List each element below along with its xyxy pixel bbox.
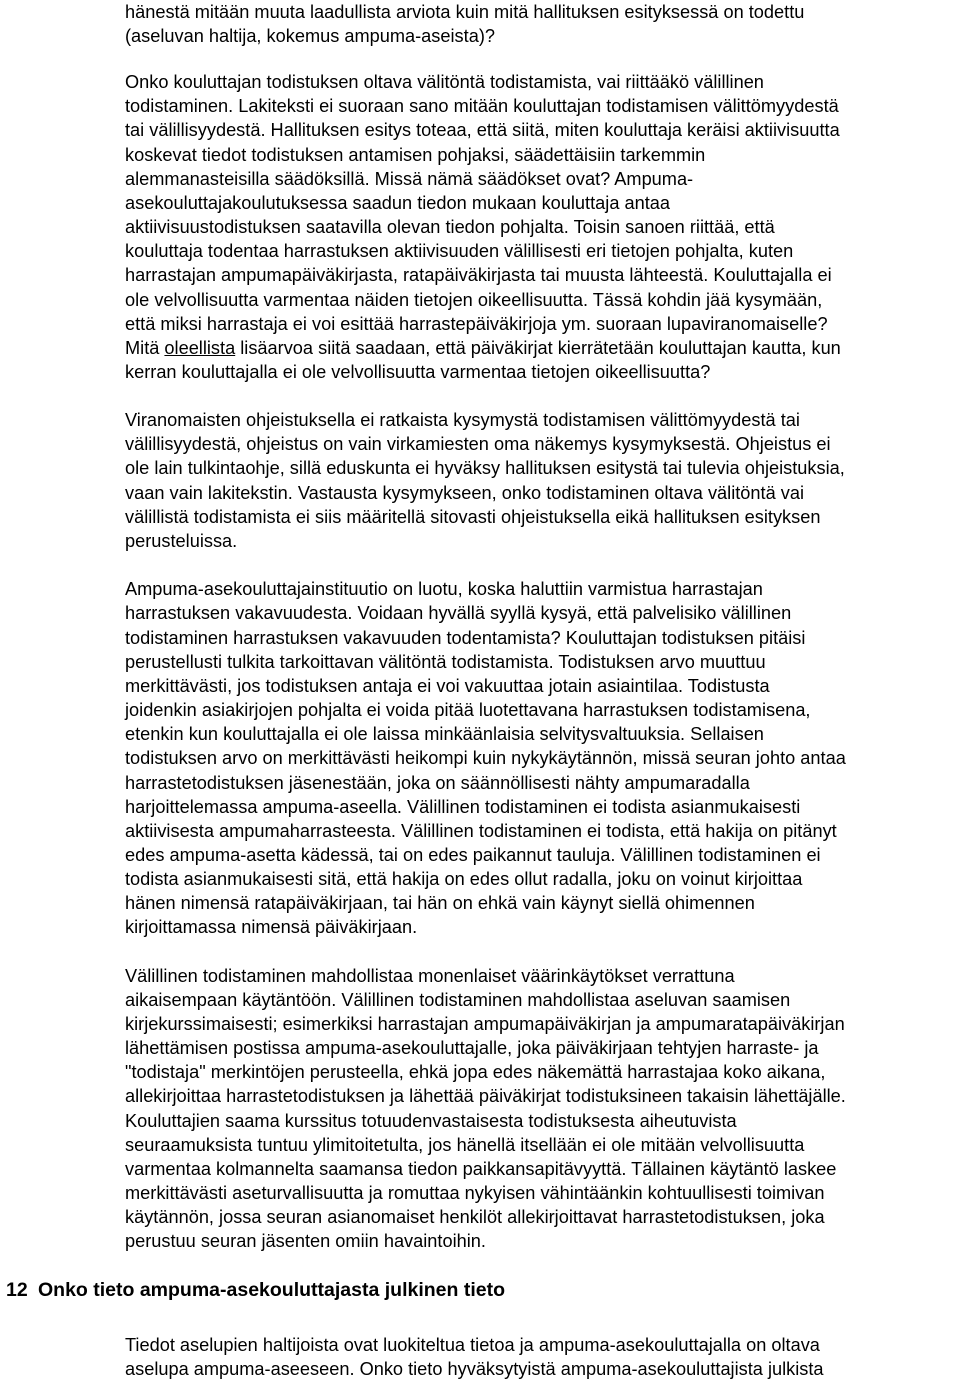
text-line: todista asianmukaisesti sitä, että hakija on edes ollut radalla, joku on voinut kirjoittaa: [125, 869, 803, 889]
text-line: kouluttaja todentaa harrastuksen aktiivisuuden välillisesti eri tietojen pohjalta, kuten: [125, 241, 794, 261]
text-line: todistaminen. Lakiteksti ei suoraan sano mitään kouluttajan todistamisen välittömyydestä: [125, 96, 839, 116]
text-line: alemmanasteisilla säädöksillä. Missä nämä säädökset ovat? Ampuma-: [125, 169, 694, 189]
text-line: Välillinen todistaminen mahdollistaa monenlaiset väärinkäytökset verrattuna: [125, 966, 735, 986]
text-line: edes ampuma-asetta kädessä, tai on edes paikannut tauluja. Välillinen todistaminen ei: [125, 845, 821, 865]
text-line: ole velvollisuutta varmentaa näiden tietojen oikeellisuutta. Tässä kohdin jää kysymään,: [125, 290, 823, 310]
section-title: Onko tieto ampuma-asekouluttajasta julkinen tieto: [38, 1279, 506, 1301]
text-line: varmentaa kolmannelta saamansa tiedon paikkansapitävyyttä. Tällainen käytäntö laskee: [125, 1159, 837, 1179]
text-line: "todistaja" merkintöjen perusteella, ehkä jopa edes näkemättä harrastajaa koko aikana,: [125, 1062, 826, 1082]
underlined-word: oleellista: [164, 338, 236, 358]
section-heading: [6, 1278, 505, 1302]
text-line: aselupa ampuma-aseeseen. Onko tieto hyväksytyistä ampuma-asekouluttajista julkista: [125, 1359, 824, 1379]
text-line: allekirjoittaa harrastetodistuksen ja lähettää päiväkirjat todistuksineen takaisin lähettäjälle.: [125, 1086, 846, 1106]
section-number: 12: [6, 1279, 28, 1301]
text-line: perusteluissa.: [125, 531, 238, 551]
text-segment: lisäarvoa siitä saadaan, että päiväkirjat kierrätetään kouluttajan kautta, kun: [235, 338, 841, 358]
text-line: hänen nimensä ratapäiväkirjaan, tai hän on ehkä vain käynyt siellä ohimennen: [125, 893, 755, 913]
text-line: Tiedot aselupien haltijoista ovat luokiteltua tietoa ja ampuma-asekouluttajalla on oltava: [125, 1335, 820, 1355]
text-line: (aseluvan haltija, kokemus ampuma-aseista)?: [125, 26, 495, 46]
text-line: aktiivisesta ampumaharrasteesta. Välillinen todistaminen ei todista, että hakija on pitänyt: [125, 821, 837, 841]
text-line: käytännön, jossa seuran asianomaiset henkilöt allekirjoittavat harrastetodistuksen, joka: [125, 1207, 825, 1227]
text-line: perustuu seuran jäsenten omiin havaintoihin.: [125, 1231, 486, 1251]
text-line: tai välillisyydestä. Hallituksen esitys toteaa, että siitä, miten kouluttaja keräisi aktiivisuutta: [125, 120, 840, 140]
text-line: harjoittelemassa ampuma-aseella. Välillinen todistaminen ei todista asianmukaisesti: [125, 797, 801, 817]
text-line: joidenkin asiakirjojen pohjalta ei voida pitää luotettavana harrastuksen todistamisena,: [125, 700, 811, 720]
text-line: asekouluttajakoulutuksessa saadun tiedon mukaan kouluttaja antaa: [125, 193, 670, 213]
text-line: Onko kouluttajan todistuksen oltava välitöntä todistamista, vai riittääkö välillinen: [125, 72, 764, 92]
text-line: välillisyydestä, ohjeistus on vain virkamiesten oma näkemys kysymyksestä. Ohjeistus ei: [125, 434, 831, 454]
text-line: Viranomaisten ohjeistuksella ei ratkaista kysymystä todistamisen välittömyydestä tai: [125, 410, 800, 430]
text-line: koskevat tiedot todistuksen antamisen pohjaksi, säädettäisiin tarkemmin: [125, 145, 706, 165]
text-line: merkittävästi, jos todistuksen antaja ei voi vakuuttaa jotain asiaintilaa. Todistusta: [125, 676, 770, 696]
text-line: että miksi harrastaja ei voi esittää harrastepäiväkirjoja ym. suoraan lupaviranomaiselle?: [125, 314, 828, 334]
text-line: Kouluttajien saama kurssitus totuudenvastaisesta todistuksesta aiheutuvista: [125, 1111, 737, 1131]
text-line: ole lain tulkintaohje, sillä eduskunta ei hyväksy hallituksen esitystä tai tulevia ohjeistuksia,: [125, 458, 845, 478]
text-line: harrastuksen vakavuudesta. Voidaan hyvällä syyllä kysyä, että palvelisiko välillinen: [125, 603, 792, 623]
text-line: perustellusti tulkita tarkoittavan välitöntä todistamista. Todistuksen arvo muuttuu: [125, 652, 766, 672]
text-line: välillistä todistamista ei siis määritellä sitovasti ohjeistuksella eikä hallituksen esityksen: [125, 507, 821, 527]
text-line: vaan vain lakitekstin. Vastausta kysymykseen, onko todistaminen oltava välitöntä vai: [125, 483, 805, 503]
text-line: aktiivisuustodistuksen saatavilla olevan tiedon pohjalta. Toisin sanoen riittää, että: [125, 217, 775, 237]
text-line: seuraamuksista tuntuu ylimitoitetulta, jos hänellä itsellään ei ole mitään velvollisuutta: [125, 1135, 805, 1155]
text-line: harrastajan ampumapäiväkirjasta, ratapäiväkirjasta tai muusta lähteestä. Kouluttajalla ei: [125, 265, 832, 285]
text-line: aikaisempaan käytäntöön. Välillinen todistaminen mahdollistaa aseluvan saamisen: [125, 990, 791, 1010]
text-line: merkittävästi aseturvallisuutta ja romuttaa nykyisen vähintäänkin kohtuullisesti toimivan: [125, 1183, 825, 1203]
text-line: harrastetodistuksen jäsenestään, joka on säännöllisesti nähty ampumaradalla: [125, 773, 750, 793]
text-line: kirjekurssimaisesti; esimerkiksi harrastajan ampumapäiväkirjan ja ampumaratapäiväkirjan: [125, 1014, 845, 1034]
text-line: etenkin kun kouluttajalla ei ole laissa minkäänlaisia selvitysvaltuuksia. Sellaisen: [125, 724, 764, 744]
text-line: kerran kouluttajalla ei ole velvollisuutta varmentaa tietojen oikeellisuutta?: [125, 362, 711, 382]
text-line: lähettämisen postissa ampuma-asekouluttajalle, joka päiväkirjaan tehtyjen harraste- ja: [125, 1038, 819, 1058]
text-line: todistaminen harrastuksen vakavuuden todentamista? Kouluttajan todistuksen pitäisi: [125, 628, 806, 648]
text-line: todistuksen arvo on merkittävästi heikompi kuin nykykäytännön, missä seuran johto antaa: [125, 748, 846, 768]
text-line: hänestä mitään muuta laadullista arviota kuin mitä hallituksen esityksessä on todettu: [125, 2, 805, 22]
text-segment: Mitä: [125, 338, 165, 358]
text-line: [125, 337, 841, 359]
text-line: Ampuma-asekouluttajainstituutio on luotu, koska haluttiin varmistua harrastajan: [125, 579, 763, 599]
text-line: kirjoittamassa nimensä päiväkirjaan.: [125, 917, 418, 937]
